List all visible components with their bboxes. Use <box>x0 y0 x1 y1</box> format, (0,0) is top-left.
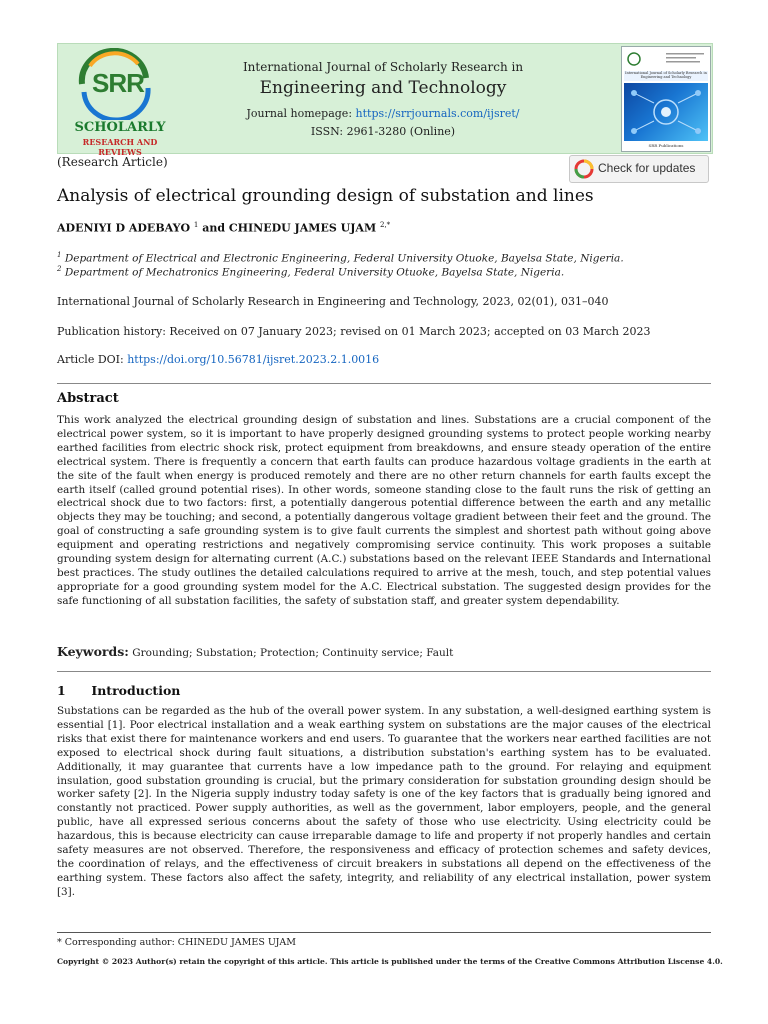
paper-title: Analysis of electrical grounding design of substation and lines <box>57 186 594 206</box>
author-2-affiliation: 2,* <box>379 221 391 229</box>
footnote-divider <box>57 932 711 933</box>
journal-header-banner <box>57 43 713 157</box>
check-for-updates-button[interactable] <box>569 155 709 183</box>
journal-cover-thumbnail[interactable] <box>621 46 711 152</box>
affiliation-2-number: 2 <box>57 265 62 273</box>
circuit-graphic-icon <box>624 83 708 141</box>
journal-name-line1: International Journal of Scholarly Research in <box>242 60 524 74</box>
check-updates-label: Check for updates <box>598 161 696 175</box>
affiliation-1-number: 1 <box>57 251 62 259</box>
logo-srr-text: SRR <box>92 68 144 98</box>
doi-label: Article DOI: <box>57 353 124 366</box>
article-doi <box>57 353 379 366</box>
logo-subtitle: RESEARCH AND REVIEWS <box>82 137 158 157</box>
abstract-text: This work analyzed the electrical grounding design of substation and lines. Substations are a crucial component of the electrical power system, so it is important to have properly designed grounding systems to protect people working nearby earthed facilities from electric shock risk, protect equipment from breakdowns, and ensure steady operation of the entire electrical system. There is frequently a concern that earth faults can produce hazardous voltage gradients in the earth at the site of the fault when energy is produced remotely and there are no other return channels for earth faults except the earth itself (called ground potential rises). In other words, someone standing close to the fault runs the risk of getting an electrical shock due to two factors: first, a potentially dangerous potential difference between the earth and any metallic objects they may be touching; and second, a potentially dangerous voltage gradient between their feet and the ground. The goal of constructing a safe grounding system is to give fault currents the simplest and shortest path without going above equipment and operating restrictions and negatively compromising service continuity. This work proposes a suitable grounding system design for alternating current (A.C.) substations based on the relevant IEEE Standards and International best practices. The study outlines the detailed calculations required to arrive at the mesh, touch, and step potential values appropriate for a good grounding system model for the A.C. Electrical substation. The suggested design provides for the safe functioning of all substation facilities, the safety of substation staff, and greater system dependability. <box>57 414 711 607</box>
corresponding-author-footnote: * Corresponding author: CHINEDU JAMES UJAM <box>57 937 296 948</box>
srr-logo <box>64 48 166 157</box>
cover-image <box>624 83 708 141</box>
abstract-heading: Abstract <box>57 391 119 406</box>
copyright-notice: Copyright © 2023 Author(s) retain the copyright of this article. This article is published under the terms of the Creative Commons Attribution Liscense 4.0. <box>57 957 723 966</box>
journal-name-line2: Engineering and Technology <box>259 78 507 98</box>
affiliation-2 <box>57 265 564 279</box>
logo-scholarly-text: SCHOLARLY <box>74 120 166 135</box>
affiliation-1-text: Department of Electrical and Electronic Engineering, Federal University Otuoke, Bayelsa State, Nigeria. <box>64 252 624 265</box>
author-conjunction: and <box>202 221 226 235</box>
keywords-list: Grounding; Substation; Protection; Continuity service; Fault <box>132 647 454 659</box>
author-1-affiliation: 1 <box>193 221 199 229</box>
cover-footer: SRR Publications <box>648 143 684 148</box>
check-updates-icon <box>574 159 594 179</box>
affiliation-2-text: Department of Mechatronics Engineering, Federal University Otuoke, Bayelsa State, Nigeria. <box>64 266 565 279</box>
section-number: 1 <box>57 683 66 698</box>
journal-homepage <box>178 107 588 120</box>
journal-issn: ISSN: 2961-3280 (Online) <box>310 125 456 138</box>
keywords <box>57 644 453 659</box>
introduction-text: Substations can be regarded as the hub of the overall power system. In any substation, a well-designed earthing system is essential [1]. Poor electrical installation and a weak earthing system on substations are the major causes of the electrical risks that exist there for maintenance workers and end users. To guarantee that the workers near earthed facilities are not exposed to electrical shock during fault situations, a distribution substation's earthing system has to be evaluated. Additionally, it may guarantee that currents have a low impedance path to the ground. For relaying and equipment insulation, good substation grounding is crucial, but the primary consideration for substation grounding design should be worker safety [2]. In the Nigeria supply industry today safety is one of the key factors that is gradually being ignored and constantly not practiced. Power supply authorities, as well as the government, labor employers, people, and the general public, have all expressed serious concerns about the safety of those who use electricity. Using electricity could be hazardous, this is because electricity can cause irreparable damage to life and property if not properly handles and certain safety measures are not observed. Therefore, the responsiveness and efficacy of protection schemes and safety devices, the coordination of relays, and the effectiveness of circuit breakers in substations all depend on the effectiveness of the earthing system. These factors also affect the safety, integrity, and reliability of any electrical installation, power system [3]. <box>57 705 711 898</box>
divider <box>57 383 711 384</box>
homepage-link[interactable]: https://srrjournals.com/ijsret/ <box>355 107 520 120</box>
citation-line: International Journal of Scholarly Research in Engineering and Technology, 2023, 02(01), 031–040 <box>57 295 609 308</box>
section-title: Introduction <box>91 683 181 698</box>
article-type: (Research Article) <box>57 155 168 169</box>
doi-link[interactable]: https://doi.org/10.56781/ijsret.2023.2.1.0016 <box>127 353 380 366</box>
divider <box>57 671 711 672</box>
section-heading-introduction <box>57 683 180 698</box>
homepage-label: Journal homepage: <box>246 107 353 120</box>
cover-title: International Journal of Scholarly Research in Engineering and Technology <box>625 71 707 79</box>
author-1: ADENIYI D ADEBAYO <box>57 221 191 235</box>
author-list <box>57 221 390 235</box>
author-2: CHINEDU JAMES UJAM <box>228 221 377 235</box>
affiliation-1 <box>57 251 624 265</box>
publication-history: Publication history: Received on 07 January 2023; revised on 01 March 2023; accepted on 03 March 2023 <box>57 325 651 338</box>
keywords-label: Keywords: <box>57 644 129 659</box>
cover-logo-icon <box>626 50 706 68</box>
